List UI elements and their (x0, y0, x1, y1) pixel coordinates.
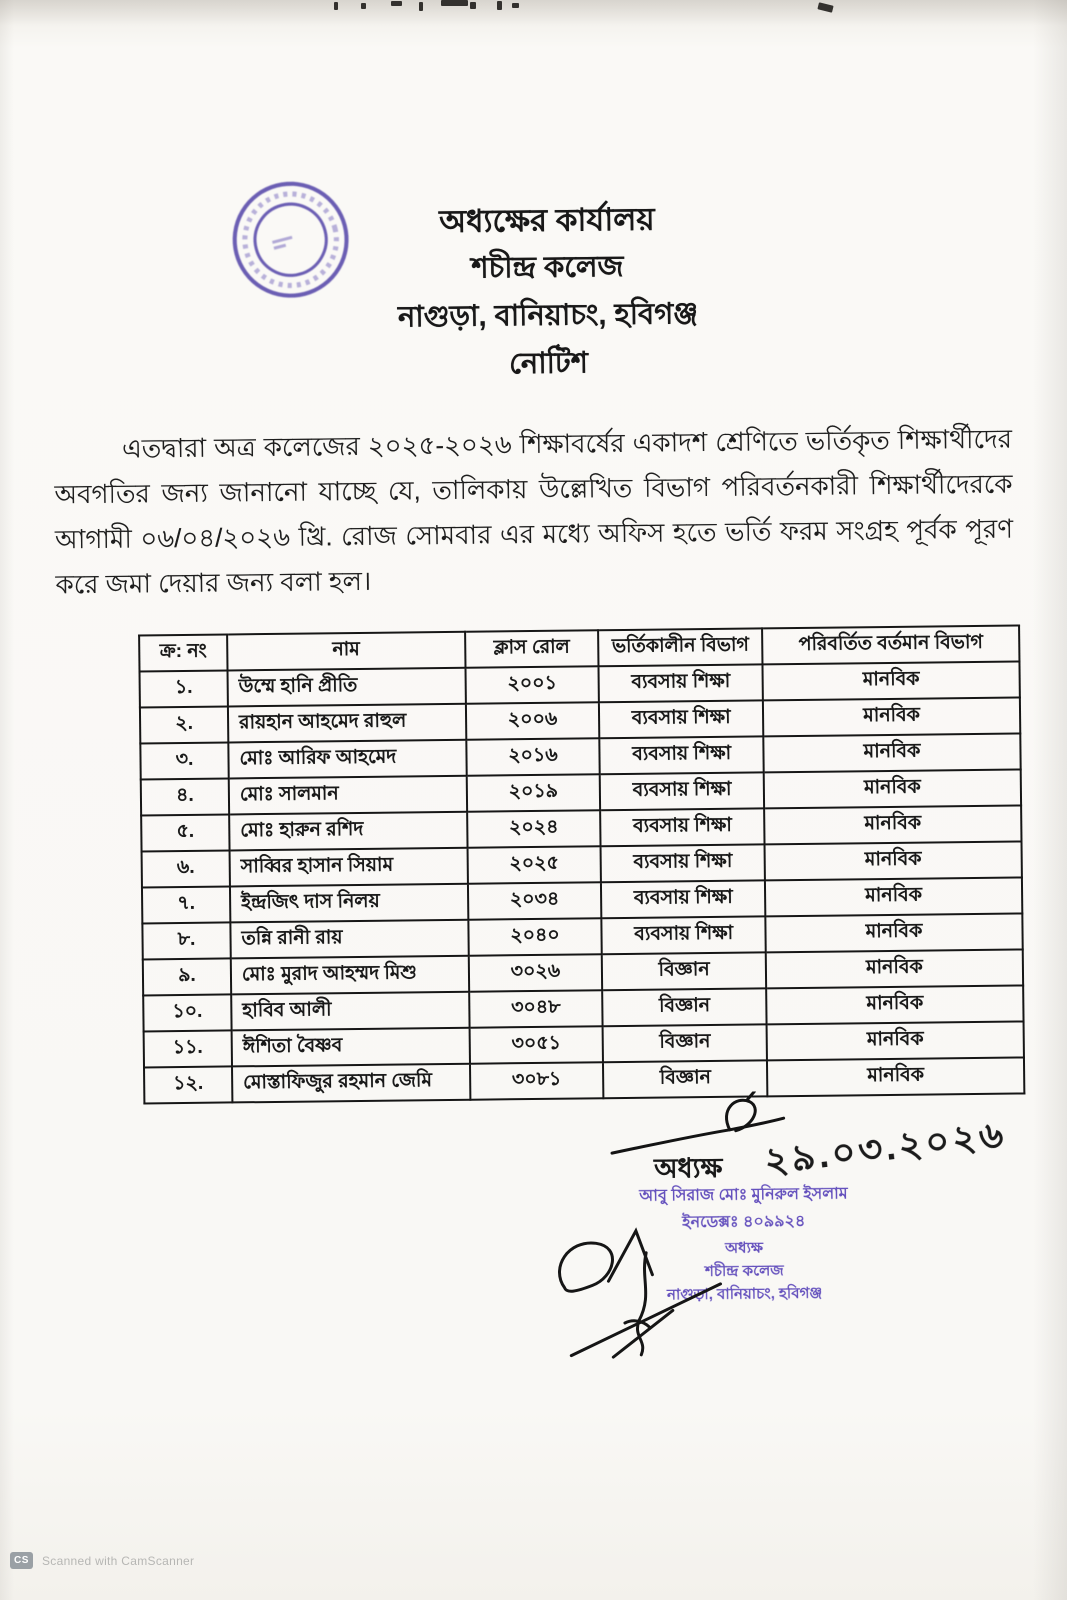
college-name: শচীন্দ্র কলেজ (471, 250, 624, 285)
secondary-ink-signature (550, 1224, 742, 1366)
table-cell: ব্যবসায় শিক্ষা (599, 664, 763, 702)
table-cell: মানবিক (767, 1021, 1024, 1060)
stamp-name-line: আবু সিরাজ মোঃ মুনিরুল ইসলাম (639, 1185, 848, 1205)
table-cell: ৬. (142, 850, 230, 887)
table-cell: রায়হান আহমেদ রাহুল (228, 704, 466, 743)
table-cell: ১০. (143, 994, 231, 1031)
stamp-college-line: শচীন্দ্র কলেজ (704, 1262, 784, 1281)
camscanner-watermark-text: Scanned with CamScanner (42, 1553, 195, 1568)
table-cell: ঈশিতা বৈষ্ণব (232, 1028, 470, 1067)
table-cell: মানবিক (763, 733, 1020, 772)
notice-paragraph: এতদ্বারা অত্র কলেজের ২০২৫-২০২৬ শিক্ষাবর্ষের একাদশ শ্রেণিতে ভর্তিকৃত শিক্ষার্থীদের অবগতির জন্য জানানো যাচ্ছে যে, তালিকায় উল্লেখিত বিভাগ পরিবর্তনকারী শিক্ষার্থীদেরকে আগামী ০৬/০৪/২০২৬ খ্রি. রোজ সোমবার এর মধ্যে অফিস হতে ভর্তি ফরম সংগ্রহ পূর্বক পূরণ করে জমা দেয়ার জন্য বলা হল। (54, 423, 1014, 600)
table-cell: ৩০৫১ (469, 1026, 603, 1064)
table-cell: ১. (140, 670, 228, 707)
table-cell: ৩০৪৮ (469, 990, 603, 1028)
table-cell: মানবিক (764, 805, 1021, 844)
table-cell: ৪. (141, 778, 229, 815)
notice-title: নোটিশ (508, 347, 589, 381)
table-cell: মানবিক (762, 661, 1019, 700)
table-cell: ব্যবসায় শিক্ষা (600, 736, 764, 774)
table-cell: ব্যবসায় শিক্ষা (602, 916, 766, 954)
table-cell: ৯. (143, 958, 231, 995)
table-cell: ব্যবসায় শিক্ষা (600, 772, 764, 810)
college-address: নাগুড়া, বানিয়াচং, হবিগঞ্জ (397, 298, 699, 334)
office-name: অধ্যক্ষের কার্যালয় (439, 201, 655, 240)
table-cell: ২০০৬ (465, 702, 599, 740)
table-cell: মোস্তাফিজুর রহমান জেমি (232, 1064, 470, 1103)
table-cell: ব্যবসায় শিক্ষা (601, 844, 765, 882)
table-cell: সাব্বির হাসান সিয়াম (230, 848, 468, 887)
table-cell: ১১. (144, 1030, 232, 1067)
table-cell: ৩০২৬ (468, 954, 602, 992)
table-cell: ৩০৮১ (470, 1062, 604, 1100)
table-cell: মোঃ হারুন রশিদ (229, 812, 467, 851)
principal-title-label: অধ্যক্ষ (654, 1152, 723, 1184)
table-cell: ২০০১ (465, 666, 599, 704)
students-table (138, 624, 1025, 1104)
table-cell: মানবিক (766, 985, 1023, 1024)
table-cell: ২০৩৪ (468, 882, 602, 920)
col-header-roll: ক্লাস রোল (465, 630, 599, 668)
table-cell: মোঃ সালমান (229, 776, 467, 815)
stamp-address-line: নাগুড়া, বানিয়াচং, হবিগঞ্জ (666, 1284, 823, 1304)
table-cell: ২. (140, 706, 228, 743)
table-cell: ২০৪০ (468, 918, 602, 956)
table-cell: ৭. (142, 886, 230, 923)
table-cell: ৫. (141, 814, 229, 851)
table-cell: ২০১৯ (466, 774, 600, 812)
stamp-index-line: ইনডেক্সঃ ৪০৯৯২৪ (682, 1212, 806, 1232)
handwritten-date: ২৯.০৩.২০২৬ (762, 1113, 1009, 1182)
table-cell: মোঃ আরিফ আহমেদ (228, 740, 466, 779)
table-cell: মানবিক (763, 697, 1020, 736)
table-cell: মানবিক (764, 769, 1021, 808)
col-header-serial: ক্র: নং (139, 634, 227, 671)
col-header-name: নাম (227, 632, 465, 671)
col-header-changed-dept: পরিবর্তিত বর্তমান বিভাগ (762, 625, 1019, 664)
table-cell: মানবিক (765, 913, 1022, 952)
table-cell: ব্যবসায় শিক্ষা (601, 880, 765, 918)
table-cell: হাবিব আলী (231, 992, 469, 1031)
letterhead (33, 192, 1062, 394)
table-cell: মোঃ মুরাদ আহম্মদ মিশু (231, 956, 469, 995)
table-cell: ২০১৬ (466, 738, 600, 776)
table-cell: বিজ্ঞান (602, 952, 766, 990)
table-cell: ২০২৫ (467, 846, 601, 884)
table-cell: মানবিক (767, 1057, 1024, 1096)
camscanner-watermark (10, 1552, 194, 1569)
table-cell: ব্যবসায় শিক্ষা (600, 808, 764, 846)
table-cell: ব্যবসায় শিক্ষা (599, 700, 763, 738)
camscanner-logo-icon: CS (10, 1552, 33, 1569)
table-cell: ৩. (140, 742, 228, 779)
table-cell: বিজ্ঞান (603, 1024, 767, 1062)
table-cell: উম্মে হানি প্রীতি (228, 668, 466, 707)
col-header-admitted-dept: ভর্তিকালীন বিভাগ (598, 628, 762, 666)
table-cell: বিজ্ঞান (603, 1060, 767, 1098)
table-cell: ৮. (142, 922, 230, 959)
table-cell: ১২. (144, 1066, 232, 1103)
table-cell: বিজ্ঞান (603, 988, 767, 1026)
students-table-body (140, 661, 1025, 1103)
table-cell: মানবিক (766, 949, 1023, 988)
table-cell: তন্নি রানী রায় (230, 920, 468, 959)
table-cell: ইন্দ্রজিৎ দাস নিলয় (230, 884, 468, 923)
table-cell: ২০২৪ (467, 810, 601, 848)
table-cell: মানবিক (765, 841, 1022, 880)
table-cell: মানবিক (765, 877, 1022, 916)
stamp-title-line: অধ্যক্ষ (725, 1239, 764, 1257)
